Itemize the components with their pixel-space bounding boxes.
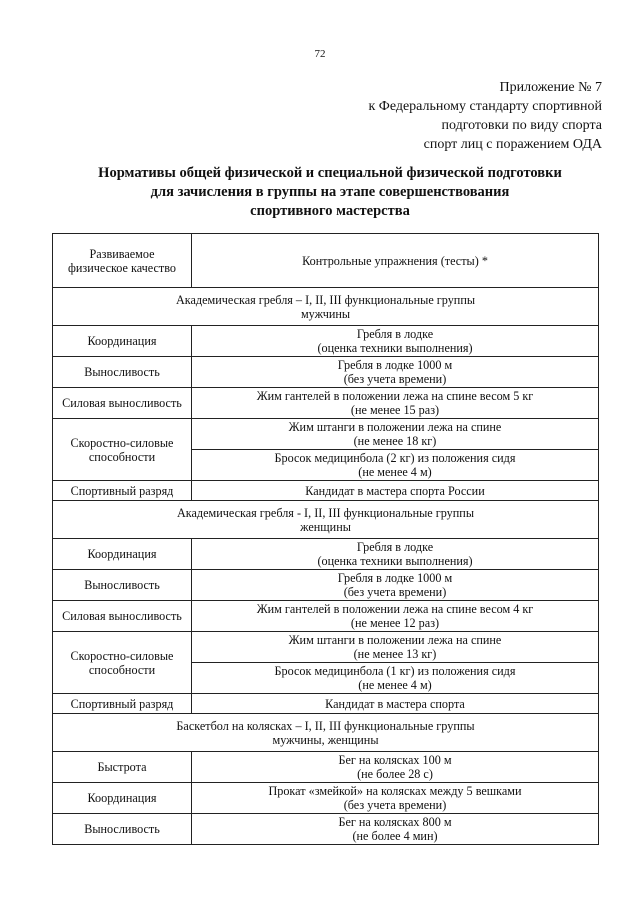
appendix-line: Приложение № 7 [499,80,602,95]
test-cell [192,450,599,481]
test-cell [192,388,599,419]
header-quality-line: Развиваемое [89,246,155,261]
title-line: Нормативы общей физической и специальной физической подготовки [98,165,562,181]
test-cell [192,663,599,694]
test-line: Жим штанги в положении лежа на спине [288,633,502,647]
quality-line: Силовая выносливость [62,609,182,623]
section-row [53,288,599,326]
quality-line: Спортивный разряд [70,483,174,498]
test-cell [192,539,599,570]
quality-line: Быстрота [97,760,147,774]
table-row [53,601,599,632]
section-title-line: мужчины, женщины [272,732,379,747]
quality-line: способности [88,449,156,464]
title-line: спортивного мастерства [250,203,410,219]
section-row [53,714,599,752]
quality-line: Скоростно-силовые [70,648,174,663]
test-line: (без учета времени) [343,798,447,812]
appendix-line: спорт лиц с поражением ОДА [423,137,602,152]
test-line: (оценка техники выполнения) [317,341,473,355]
header-quality-line: физическое качество [67,260,176,275]
table-row [53,783,599,814]
test-line: (не более 28 с) [357,767,433,781]
test-line: Прокат «змейкой» на колясках между 5 вешками [268,784,522,798]
test-cell [192,570,599,601]
quality-line: Координация [87,547,157,561]
quality-line: Координация [87,791,157,805]
table-row [53,632,599,663]
test-line: Гребля в лодке [356,327,434,341]
quality-cell [53,694,192,714]
appendix-line: к Федеральному стандарту спортивной [368,99,602,114]
section-title-cell [53,714,599,752]
test-line: (без учета времени) [343,585,447,599]
test-line: Гребля в лодке [356,540,434,554]
test-cell [192,783,599,814]
quality-cell [53,783,192,814]
test-line: Бег на колясках 800 м [338,815,452,829]
quality-cell [53,814,192,845]
test-line: (оценка техники выполнения) [317,554,473,568]
quality-line: Силовая выносливость [62,396,182,410]
header-quality-cell [53,234,192,288]
table-row [53,752,599,783]
section-row [53,501,599,539]
test-cell [192,481,599,501]
test-line: Бросок медицинбола (1 кг) из положения сидя [274,664,516,678]
quality-cell [53,481,192,501]
test-line: (не менее 4 м) [358,465,432,479]
test-line: Бросок медицинбола (2 кг) из положения сидя [274,451,516,465]
test-cell [192,632,599,663]
test-line: Гребля в лодке 1000 м [337,358,453,372]
test-line: Кандидат в мастера спорта России [305,483,485,498]
quality-line: Выносливость [84,578,160,592]
quality-cell [53,388,192,419]
test-cell [192,694,599,714]
test-cell [192,601,599,632]
table-header-row [53,234,599,288]
section-title-line: Академическая гребля – I, II, III функциональные группы [175,292,476,307]
table-row [53,388,599,419]
test-line: Кандидат в мастера спорта [325,696,465,711]
test-line: (не менее 4 м) [358,678,432,692]
quality-cell [53,570,192,601]
test-line: (не менее 15 раз) [350,403,440,417]
norms-table-body [53,234,599,845]
quality-cell [53,326,192,357]
quality-line: Скоростно-силовые [70,435,174,450]
section-title-line: мужчины [300,306,351,321]
test-line: Жим штанги в положении лежа на спине [288,420,502,434]
header-tests-cell: Контрольные упражнения (тесты) * [192,234,599,288]
quality-line: Выносливость [84,822,160,836]
test-cell [192,326,599,357]
test-cell [192,357,599,388]
appendix-block [368,78,602,154]
test-line: (не менее 18 кг) [353,434,437,448]
test-line: (не менее 12 раз) [350,616,440,630]
title-line: для зачисления в группы на этапе совершенствования [150,184,510,200]
quality-line: Координация [87,334,157,348]
test-line: Жим гантелей в положении лежа на спине весом 4 кг [256,602,534,616]
quality-cell [53,601,192,632]
section-title-line: Баскетбол на колясках – I, II, III функциональные группы [176,718,475,733]
test-cell [192,814,599,845]
quality-line: способности [88,662,156,677]
document-title [40,164,620,221]
table-row [53,481,599,501]
quality-cell [53,752,192,783]
table-row [53,419,599,450]
section-title-line: Академическая гребля - I, II, III функциональные группы [176,505,475,520]
test-line: Бег на колясках 100 м [338,753,452,767]
quality-line: Выносливость [84,365,160,379]
page-number: 72 [314,48,326,60]
quality-cell [53,357,192,388]
table-row [53,326,599,357]
table-row [53,357,599,388]
norms-table [52,233,599,845]
section-title-cell [53,288,599,326]
table-row [53,539,599,570]
table-row [53,814,599,845]
section-title-line: женщины [300,519,351,534]
test-line: (не менее 13 кг) [353,647,437,661]
quality-cell [53,632,192,694]
test-line: (без учета времени) [343,372,447,386]
test-cell [192,752,599,783]
quality-cell [53,539,192,570]
quality-cell [53,419,192,481]
section-title-cell [53,501,599,539]
test-line: Гребля в лодке 1000 м [337,571,453,585]
table-row [53,694,599,714]
test-line: (не более 4 мин) [352,829,438,843]
test-line: Жим гантелей в положении лежа на спине весом 5 кг [256,389,534,403]
table-row [53,570,599,601]
quality-line: Спортивный разряд [70,696,174,711]
test-cell [192,419,599,450]
appendix-line: подготовки по виду спорта [441,118,602,133]
